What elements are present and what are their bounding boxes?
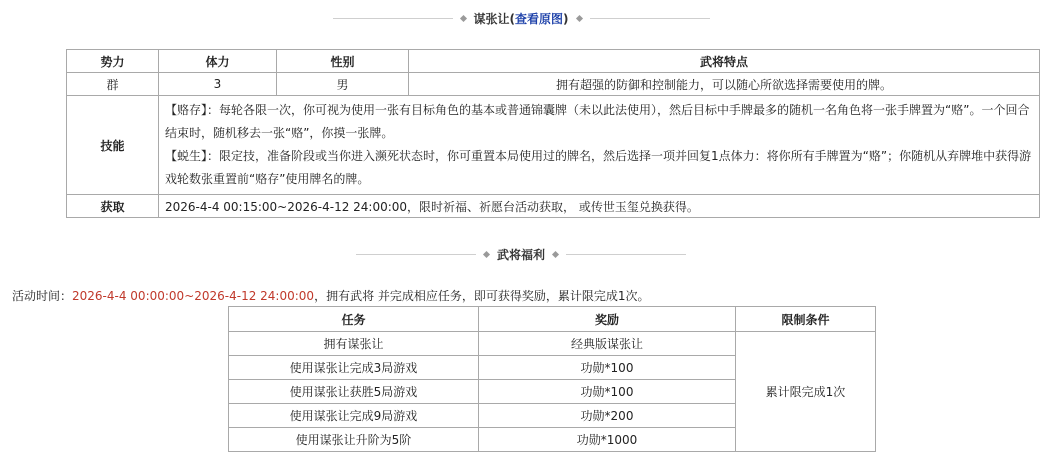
table-row — [229, 332, 876, 356]
skill-item — [165, 99, 1033, 145]
feature-value: 拥有超强的防御和控制能力，可以随心所欲选择需要使用的牌。 — [409, 73, 1040, 96]
header-reward: 奖励 — [479, 307, 736, 332]
general-name: 谋张让 — [473, 11, 510, 26]
table-row — [67, 73, 1040, 96]
reward-cell: 经典版谋张让 — [479, 332, 736, 356]
skill-text: ：每轮各限一次，你可视为使用一张有目标角色的基本或普通锦囊牌（未以此法使用），然后目标中手牌最多的随机一名角色将一张手牌置为“赂”。一个回合结束时，随机移去一张“赂”，你摸一张牌。 — [165, 103, 1030, 140]
header-feature: 武将特点 — [409, 50, 1040, 73]
skill-name: 【蜕生】 — [165, 149, 208, 163]
page-title: 谋张让(查看原图) — [473, 11, 569, 26]
skill-label: 技能 — [67, 96, 159, 195]
view-original-link[interactable]: 查看原图 — [515, 11, 564, 26]
activity-suffix: ，拥有武将 并完成相应任务，即可获得奖励，累计限完成1次。 — [314, 289, 650, 303]
skill-item — [165, 145, 1033, 191]
activity-prefix: 活动时间： — [12, 289, 73, 303]
divider-line — [590, 18, 710, 19]
skill-name: 【赂存】 — [165, 103, 208, 117]
divider-line — [333, 18, 453, 19]
acquire-value: 2026-4-4 00:15:00~2026-4-12 24:00:00，限时祈福、祈愿台活动获取， 或传世玉玺兑换获得。 — [159, 195, 1040, 218]
task-table — [228, 306, 876, 452]
hp-value: 3 — [159, 73, 277, 96]
table-header-row — [67, 50, 1040, 73]
task-cell: 使用谋张让升阶为5阶 — [229, 428, 479, 452]
section-header-general — [0, 8, 1042, 28]
welfare-title: 武将福利 — [496, 247, 545, 262]
faction-value: 群 — [67, 73, 159, 96]
diamond-icon — [552, 250, 559, 257]
activity-time-text — [12, 287, 650, 304]
activity-time: 2026-4-4 00:00:00~2026-4-12 24:00:00 — [72, 289, 315, 303]
table-header-row — [229, 307, 876, 332]
section-header-welfare — [0, 244, 1042, 264]
task-cell: 使用谋张让获胜5局游戏 — [229, 380, 479, 404]
reward-cell: 功勋*200 — [479, 404, 736, 428]
divider-line — [356, 254, 476, 255]
skill-description — [159, 96, 1040, 195]
header-limit: 限制条件 — [736, 307, 876, 332]
diamond-icon — [575, 14, 582, 21]
acquire-label: 获取 — [67, 195, 159, 218]
skills-row — [67, 96, 1040, 195]
limit-cell: 累计限完成1次 — [736, 332, 876, 452]
header-gender: 性别 — [277, 50, 409, 73]
task-cell: 使用谋张让完成3局游戏 — [229, 356, 479, 380]
diamond-icon — [459, 14, 466, 21]
header-task: 任务 — [229, 307, 479, 332]
task-cell: 拥有谋张让 — [229, 332, 479, 356]
header-faction: 势力 — [67, 50, 159, 73]
header-hp: 体力 — [159, 50, 277, 73]
reward-cell: 功勋*100 — [479, 356, 736, 380]
reward-cell: 功勋*100 — [479, 380, 736, 404]
task-cell: 使用谋张让完成9局游戏 — [229, 404, 479, 428]
acquire-row — [67, 195, 1040, 218]
skill-text: ：限定技，准备阶段或当你进入濒死状态时，你可重置本局使用过的牌名，然后选择一项并回复1点体力：将你所有手牌置为“赂”；你随机从弃牌堆中获得游戏轮数张重置前“赂存”使用牌名的牌。 — [165, 149, 1032, 186]
diamond-icon — [483, 250, 490, 257]
general-info-table — [66, 49, 1040, 218]
reward-cell: 功勋*1000 — [479, 428, 736, 452]
divider-line — [566, 254, 686, 255]
gender-value: 男 — [277, 73, 409, 96]
